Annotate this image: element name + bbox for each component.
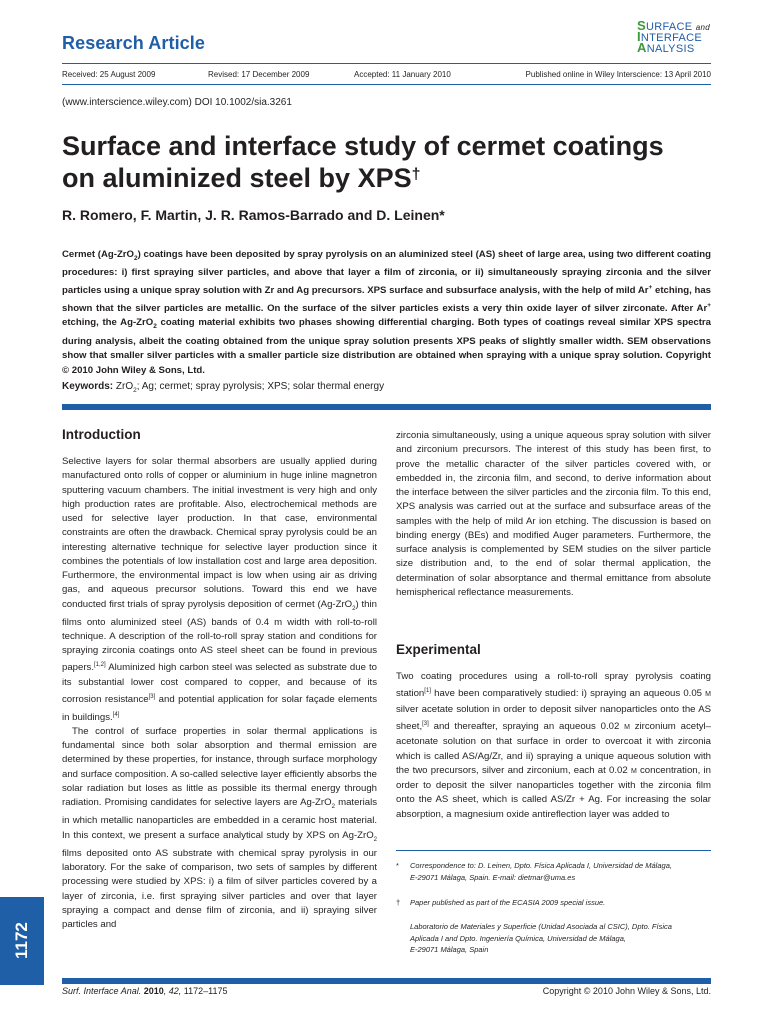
article-title: Surface and interface study of cermet coatings on aluminized steel by XPS† bbox=[62, 131, 664, 193]
page-number: 1172 bbox=[12, 922, 31, 960]
correspondence-footnote: * Correspondence to: D. Leinen, Dpto. Física Aplicada I, Universidad de Málaga, E-29071 Málaga, Spain. E-mail: dietmar@uma.es bbox=[396, 861, 672, 882]
intro-paragraph-2: The control of surface properties in solar thermal applications is fundamental since both solar absorption and thermal emission are determined by these properties, for instance, through surface morphology and surface composition. A so-called selective layer efficiently absorbs the solar radiation but loses as little as possible its thermal energy through radiation. Promising candidates for selective layers are Ag-ZrO$_2$ materials in which metallic nanoparticles are embedded in a ceramic host material. In this context, we present a surface analytical study by XPS on Ag-ZrO$_2$ films deposited onto AS substrate with chemical spray pyrolysis in our laboratory. For the sake of comparison, two sets of samples by different processing were studied by XPS: i) a film of silver particles covered by a layer of zirconia, i.e. first spraying silver particles and over that layer spraying a compact and dense film of zirconia, and ii) spraying silver particles and bbox=[62, 725, 378, 931]
citation-footer: Surf. Interface Anal. 2010, 42, 1172–1175 bbox=[62, 986, 228, 996]
dates-rule bbox=[62, 84, 711, 85]
right-column-intro: zirconia simultaneously, using a unique aqueous spray solution with silver and zirconium precursors. The interest of this study has been first, to prove the metallic character of the silver particles covered with, or embedded in, the zirconia film, and second, to derive information about the interface between the silver particles and the zirconia film. To this end, XPS analysis was carried out at the surface and subsurface areas of the samples with the help of mild Ar ion etching. The discussion is based on binding energy (BEs) and modified Auger parameters. Furthermore, the surface analysis is complemented by SEM studies on the silver particle size distribution and, to the end of solar thermal application, the determination of solar absorptance and thermal emittance from absolute hemispherical reflectance measurements. bbox=[396, 430, 711, 598]
published-date: Published online in Wiley Interscience: 13 April 2010 bbox=[525, 70, 711, 79]
received-date: Received: 25 August 2009 bbox=[62, 70, 156, 79]
authors: R. Romero, F. Martin, J. R. Ramos-Barrado and D. Leinen* bbox=[62, 207, 445, 223]
section-label: Research Article bbox=[62, 33, 206, 53]
citation[interactable]: [3] bbox=[422, 720, 429, 727]
abstract: Cermet (Ag-ZrO$_2$) coatings have been deposited by spray pyrolysis on an aluminized steel (AS) sheet of large area, using two different coating procedures: i) first spraying silver particles, and above that layer a film of zirconia, or ii) simultaneously spraying zirconia and the silver particles using a unique spray solution with Zr and Ag precursors. XPS surface and subsurface analysis, with the help of mild Ar+ etching, has shown that the silver particles are metallic. On the surface of the silver particles exists a very thin oxide layer of silver zirconate. After Ar+ etching, the Ag-ZrO$_2$ coating material exhibits two phases showing differential charging. Both types of coatings reveal similar XPS spectra during analysis, albeit the coating obtained from the unique spray solution presents XPS peaks of slightly smaller width. SEM observations show that smaller silver particles with a smaller particle size distribution are obtained when spraying with a unique spray solution. Copyright © 2010 John Wiley & Sons, Ltd. bbox=[62, 249, 711, 376]
citation[interactable]: [4] bbox=[112, 711, 120, 718]
experimental-heading: Experimental bbox=[396, 642, 481, 657]
experimental-text: Two coating procedures using a roll-to-roll spray pyrolysis coating station[1] have been comparatively studied: i) spraying an aqueous 0.05 M silver acetate solution in order to deposit silver nanoparticles onto the AS sheet,[3] and thereafter, spraying an aqueous 0.02 M zirconium acetyl–acetonate solution on that surface in order to overcoat it with zirconia which is called AS/Ag/Zr, and ii) spraying a unique aqueous solution with the two precursors, silver and zirconium, each at 0.02 M concentration, in order to deposit the silver nanoparticles together with the zirconia film onto the AS sheet, which is called AS/Zr + Ag. For increasing the solar absorption, a magnesium oxide antireflection layer was added to bbox=[396, 671, 712, 820]
keywords: Keywords: ZrO$_2$; Ag; cermet; spray pyrolysis; XPS; solar thermal energy bbox=[62, 381, 385, 394]
abstract-rule bbox=[62, 404, 711, 410]
copyright-footer: Copyright © 2010 John Wiley & Sons, Ltd. bbox=[542, 986, 711, 996]
accepted-date: Accepted: 11 January 2010 bbox=[354, 70, 451, 79]
revised-date: Revised: 17 December 2009 bbox=[208, 70, 310, 79]
intro-paragraph-1: Selective layers for solar thermal absorbers are usually applied during manufactured onto rolls of copper or aluminium in huge inline magnetron sputtering vacuum chambers. The initial investment is very high and only high production rates are profitable. Also, electrochemical methods are used for selective layer production. In that case, environmental constraints are often the drawback. Chemical spray pyrolysis could be an interesting alternative technique for selective layer production since it combines the potentials of low installation cost and large area deposition. Furthermore, the environmental impact is low when using air as driving gas, and aqueous precursor solutions. Toward this end we have conducted first trials of spray pyrolysis deposition of cermet (Ag-ZrO$_2$) thin films onto aluminized steel (AS) bands of 0.4 m width with roll-to-roll technique. A description of the roll-to-roll spray station and conditions for spraying zirconia coatings onto AS steel sheet can be found in previous papers.[1,2] Aluminized high carbon steel was selected as substrate due to its substantial lower cost compared to copper, and because of its corrosion resistance[3] and potential application for solar façade elements in buildings.[4] bbox=[62, 456, 377, 723]
journal-logo: SURFACE and INTERFACE ANALYSIS bbox=[637, 18, 711, 55]
citation[interactable]: [1] bbox=[424, 688, 431, 695]
introduction-heading: Introduction bbox=[62, 427, 141, 442]
special-issue-footnote: † Paper published as part of the ECASIA 2009 special issue. bbox=[396, 898, 606, 907]
page-number-tab bbox=[0, 897, 44, 985]
header-rule bbox=[62, 63, 711, 64]
left-column bbox=[62, 455, 377, 932]
doi-link[interactable]: (www.interscience.wiley.com) DOI 10.1002/sia.3261 bbox=[62, 97, 292, 108]
footer-rule bbox=[62, 978, 711, 984]
affiliation-footnote: Laboratorio de Materiales y Superficie (Unidad Asociada al CSIC), Dpto. Física Aplicada I and Dpto. Ingeniería Química, Universidad de Málaga, E-29071 Málaga, Spain bbox=[410, 922, 672, 954]
citation[interactable]: [3] bbox=[148, 694, 156, 701]
citation[interactable]: [1,2] bbox=[94, 662, 106, 669]
footnote-rule bbox=[396, 850, 711, 851]
